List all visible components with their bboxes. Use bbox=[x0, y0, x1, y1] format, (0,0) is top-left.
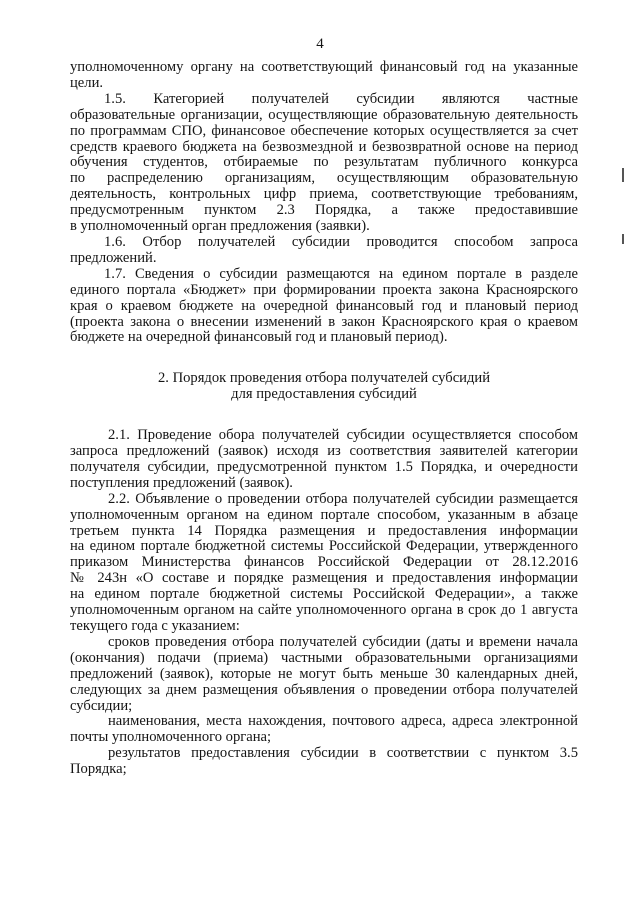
text-line: уполномоченным органом на сайте уполномоченного органа в срок до 1 августа bbox=[70, 602, 578, 619]
paragraph-2-2 bbox=[70, 492, 578, 635]
text-line: уполномоченным органом на едином портале способом, указанным в абзаце bbox=[70, 506, 578, 523]
text-line: наименования, места нахождения, почтового адреса, адреса электронной bbox=[108, 713, 578, 730]
text-line: на едином портале бюджетной системы Российской Федерации», а также bbox=[70, 586, 578, 603]
scan-edge-mark bbox=[622, 234, 624, 244]
section-heading-line: для предоставления субсидий bbox=[231, 386, 417, 403]
text-line: почты уполномоченного органа; bbox=[70, 729, 272, 746]
text-line: уполномоченному органу на соответствующий финансовый год на указанные bbox=[70, 59, 578, 75]
text-line: результатов предоставления субсидии в соответствии с пунктом 3.5 bbox=[108, 745, 578, 762]
text-line: поступления предложений (заявок). bbox=[70, 474, 293, 491]
document-body bbox=[70, 60, 578, 778]
text-line: 1.5. Категорией получателей субсидии являются частные bbox=[104, 90, 578, 107]
text-line: в уполномоченный орган предложения (заявки). bbox=[70, 218, 370, 235]
text-line: 1.6. Отбор получателей субсидии проводится способом запроса bbox=[104, 233, 578, 250]
text-line: запроса предложений (заявок) исходя из соответствия заявителей категории bbox=[70, 443, 578, 460]
text-line: предложений (заявок), которые не могут быть меньше 30 календарных дней, bbox=[70, 665, 578, 682]
text-line: (окончания) подачи (приема) частными образовательными организациями bbox=[70, 649, 578, 666]
text-line: приказом Министерства финансов Российской Федерации от 28.12.2016 bbox=[70, 554, 578, 571]
text-line: субсидии; bbox=[70, 697, 133, 714]
text-line: текущего года с указанием: bbox=[70, 618, 240, 634]
paragraph-continuation bbox=[70, 60, 578, 92]
text-line: по программам СПО, финансовое обеспечение которых осуществляется за счет bbox=[70, 122, 578, 139]
paragraph-1-5 bbox=[70, 92, 578, 235]
text-line: предусмотренным пунктом 2.3 Порядка, а также предоставившие bbox=[70, 202, 578, 219]
text-line: средств краевого бюджета на безвозмездной и безвозвратной основе на период bbox=[70, 138, 578, 155]
text-line: обучения студентов, отбираемые по результатам публичного конкурса bbox=[70, 154, 578, 171]
text-line: получателя субсидии, предусмотренной пунктом 1.5 Порядка, и очередности bbox=[70, 458, 578, 475]
text-line: края о краевом бюджете на очередной финансовый год и плановый период bbox=[70, 297, 578, 314]
page-number: 4 bbox=[316, 36, 324, 52]
text-line: следующих за днем размещения объявления о проведении отбора получателей bbox=[70, 681, 578, 698]
text-line: третьем пункта 14 Порядка размещения и предоставления информации bbox=[70, 522, 578, 539]
list-item-name-address bbox=[70, 714, 578, 746]
text-line: на едином портале бюджетной системы Российской Федерации, утвержденного bbox=[70, 538, 578, 555]
text-line: бюджете на очередной финансовый год и плановый период). bbox=[70, 329, 448, 346]
text-line: 2.2. Объявление о проведении отбора получателей субсидии размещается bbox=[108, 490, 578, 507]
text-line: 2.1. Проведение обора получателей субсидии осуществляется способом bbox=[108, 427, 578, 444]
section-heading bbox=[70, 371, 578, 403]
paragraph-1-7 bbox=[70, 267, 578, 347]
text-line: единого портала «Бюджет» при формировании проекта закона Красноярского bbox=[70, 281, 578, 298]
section-heading-line: 2. Порядок проведения отбора получателей субсидий bbox=[157, 370, 491, 387]
text-line: предложений. bbox=[70, 249, 157, 266]
text-line: образовательные организации, осуществляющие образовательную деятельность bbox=[70, 106, 578, 123]
text-line: по распределению организациям, осуществляющим образовательную bbox=[70, 170, 578, 187]
paragraph-2-1 bbox=[70, 428, 578, 492]
text-line: (проекта закона о внесении изменений в закон Красноярского края о краевом bbox=[70, 313, 578, 330]
text-line: деятельность, контрольных цифр приема, соответствующие требованиям, bbox=[70, 186, 578, 203]
text-line: № 243н «О составе и порядке размещения и предоставления информации bbox=[70, 570, 578, 587]
text-line: цели. bbox=[70, 74, 104, 91]
list-item-deadlines bbox=[70, 635, 578, 715]
list-item-results bbox=[70, 746, 578, 778]
paragraph-1-6 bbox=[70, 235, 578, 267]
text-line: 1.7. Сведения о субсидии размещаются на едином портале в разделе bbox=[104, 265, 578, 282]
scan-edge-mark bbox=[622, 168, 624, 182]
text-line: сроков проведения отбора получателей субсидии (даты и времени начала bbox=[108, 633, 578, 650]
text-line: Порядка; bbox=[70, 761, 127, 778]
